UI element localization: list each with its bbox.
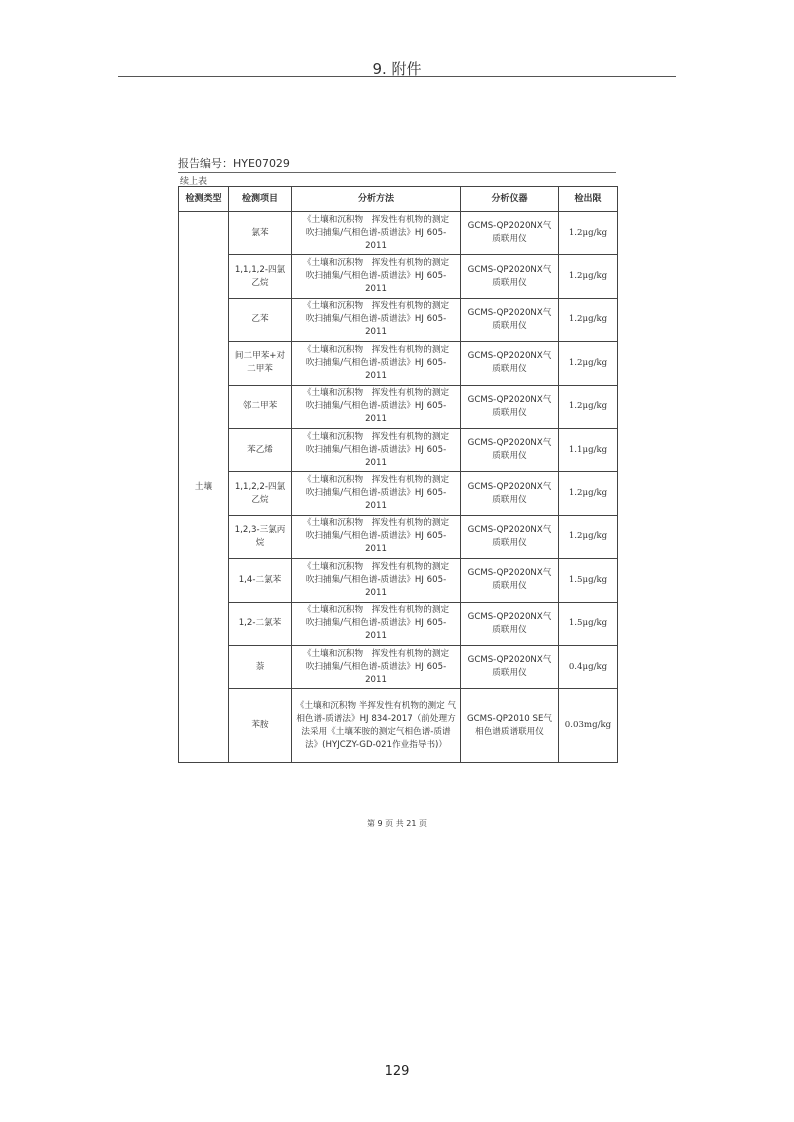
- page-info: 第 9 页 共 21 页: [367, 819, 427, 828]
- instrument-cell: GCMS-QP2020NX气质联用仪: [461, 645, 559, 688]
- item-cell: 1,1,1,2-四氯乙烷: [229, 255, 292, 298]
- item-cell: 1,4-二氯苯: [229, 559, 292, 602]
- limit-cell: 1.2μg/kg: [559, 515, 618, 558]
- category-cell: 土壤: [179, 212, 229, 763]
- table-row: [179, 515, 618, 558]
- item-cell: 1,2,3-三氯丙烷: [229, 515, 292, 558]
- instrument-cell: GCMS-QP2020NX气质联用仪: [461, 212, 559, 255]
- method-cell: 《土壤和沉积物 挥发性有机物的测定 吹扫捕集/气相色谱-质谱法》HJ 605-2011: [292, 472, 461, 515]
- method-cell: 《土壤和沉积物 挥发性有机物的测定 吹扫捕集/气相色谱-质谱法》HJ 605-2011: [292, 602, 461, 645]
- instrument-cell: GCMS-QP2020NX气质联用仪: [461, 559, 559, 602]
- continued-label: 续上表: [180, 177, 208, 187]
- item-cell: 乙苯: [229, 298, 292, 341]
- limit-cell: 1.2μg/kg: [559, 255, 618, 298]
- table-row: [179, 298, 618, 341]
- limit-cell: 1.2μg/kg: [559, 342, 618, 385]
- method-cell: 《土壤和沉积物 半挥发性有机物的测定 气相色谱-质谱法》HJ 834-2017（前处理方法采用《土壤苯胺的测定气相色谱-质谱法》(HYJCZY-GD-021作业指导书)）: [292, 689, 461, 763]
- item-cell: 氯苯: [229, 212, 292, 255]
- method-cell: 《土壤和沉积物 挥发性有机物的测定 吹扫捕集/气相色谱-质谱法》HJ 605-2011: [292, 298, 461, 341]
- item-cell: 1,2-二氯苯: [229, 602, 292, 645]
- column-header-instrument: 分析仪器: [461, 187, 559, 212]
- table-row: [179, 342, 618, 385]
- table-row: [179, 428, 618, 471]
- limit-cell: 1.2μg/kg: [559, 212, 618, 255]
- column-header-method: 分析方法: [292, 187, 461, 212]
- instrument-cell: GCMS-QP2020NX气质联用仪: [461, 472, 559, 515]
- instrument-cell: GCMS-QP2020NX气质联用仪: [461, 515, 559, 558]
- table-row: [179, 255, 618, 298]
- column-header-category: 检测类型: [179, 187, 229, 212]
- limit-cell: 1.5μg/kg: [559, 602, 618, 645]
- limit-cell: 1.2μg/kg: [559, 472, 618, 515]
- method-cell: 《土壤和沉积物 挥发性有机物的测定 吹扫捕集/气相色谱-质谱法》HJ 605-2011: [292, 428, 461, 471]
- instrument-cell: GCMS-QP2010 SE气相色谱质谱联用仪: [461, 689, 559, 763]
- page-number: 129: [384, 1064, 410, 1079]
- header-divider: [118, 76, 676, 77]
- column-header-limit: 检出限: [559, 187, 618, 212]
- item-cell: 苯乙烯: [229, 428, 292, 471]
- limit-cell: 0.4μg/kg: [559, 645, 618, 688]
- report-divider: [178, 172, 616, 173]
- table-row: [179, 689, 618, 763]
- instrument-cell: GCMS-QP2020NX气质联用仪: [461, 255, 559, 298]
- table-row: [179, 645, 618, 688]
- report-number: 报告编号：HYE07029: [178, 157, 290, 170]
- table-row: [179, 385, 618, 428]
- item-cell: 1,1,2,2-四氯乙烷: [229, 472, 292, 515]
- method-cell: 《土壤和沉积物 挥发性有机物的测定 吹扫捕集/气相色谱-质谱法》HJ 605-2011: [292, 255, 461, 298]
- method-cell: 《土壤和沉积物 挥发性有机物的测定 吹扫捕集/气相色谱-质谱法》HJ 605-2011: [292, 342, 461, 385]
- limit-cell: 1.1μg/kg: [559, 428, 618, 471]
- table-header-row: [179, 187, 618, 212]
- item-cell: 苯胺: [229, 689, 292, 763]
- item-cell: 萘: [229, 645, 292, 688]
- section-title: 9. 附件: [372, 60, 422, 78]
- limit-cell: 0.03mg/kg: [559, 689, 618, 763]
- column-header-item: 检测项目: [229, 187, 292, 212]
- item-cell: 间二甲苯+对二甲苯: [229, 342, 292, 385]
- limit-cell: 1.5μg/kg: [559, 559, 618, 602]
- results-table: [178, 186, 618, 763]
- instrument-cell: GCMS-QP2020NX气质联用仪: [461, 385, 559, 428]
- instrument-cell: GCMS-QP2020NX气质联用仪: [461, 602, 559, 645]
- table-row: [179, 559, 618, 602]
- method-cell: 《土壤和沉积物 挥发性有机物的测定 吹扫捕集/气相色谱-质谱法》HJ 605-2011: [292, 515, 461, 558]
- table-row: [179, 472, 618, 515]
- instrument-cell: GCMS-QP2020NX气质联用仪: [461, 428, 559, 471]
- table-row: [179, 212, 618, 255]
- instrument-cell: GCMS-QP2020NX气质联用仪: [461, 298, 559, 341]
- method-cell: 《土壤和沉积物 挥发性有机物的测定 吹扫捕集/气相色谱-质谱法》HJ 605-2011: [292, 385, 461, 428]
- item-cell: 邻二甲苯: [229, 385, 292, 428]
- limit-cell: 1.2μg/kg: [559, 298, 618, 341]
- instrument-cell: GCMS-QP2020NX气质联用仪: [461, 342, 559, 385]
- limit-cell: 1.2μg/kg: [559, 385, 618, 428]
- method-cell: 《土壤和沉积物 挥发性有机物的测定 吹扫捕集/气相色谱-质谱法》HJ 605-2011: [292, 559, 461, 602]
- method-cell: 《土壤和沉积物 挥发性有机物的测定 吹扫捕集/气相色谱-质谱法》HJ 605-2011: [292, 645, 461, 688]
- method-cell: 《土壤和沉积物 挥发性有机物的测定 吹扫捕集/气相色谱-质谱法》HJ 605-2011: [292, 212, 461, 255]
- table-row: [179, 602, 618, 645]
